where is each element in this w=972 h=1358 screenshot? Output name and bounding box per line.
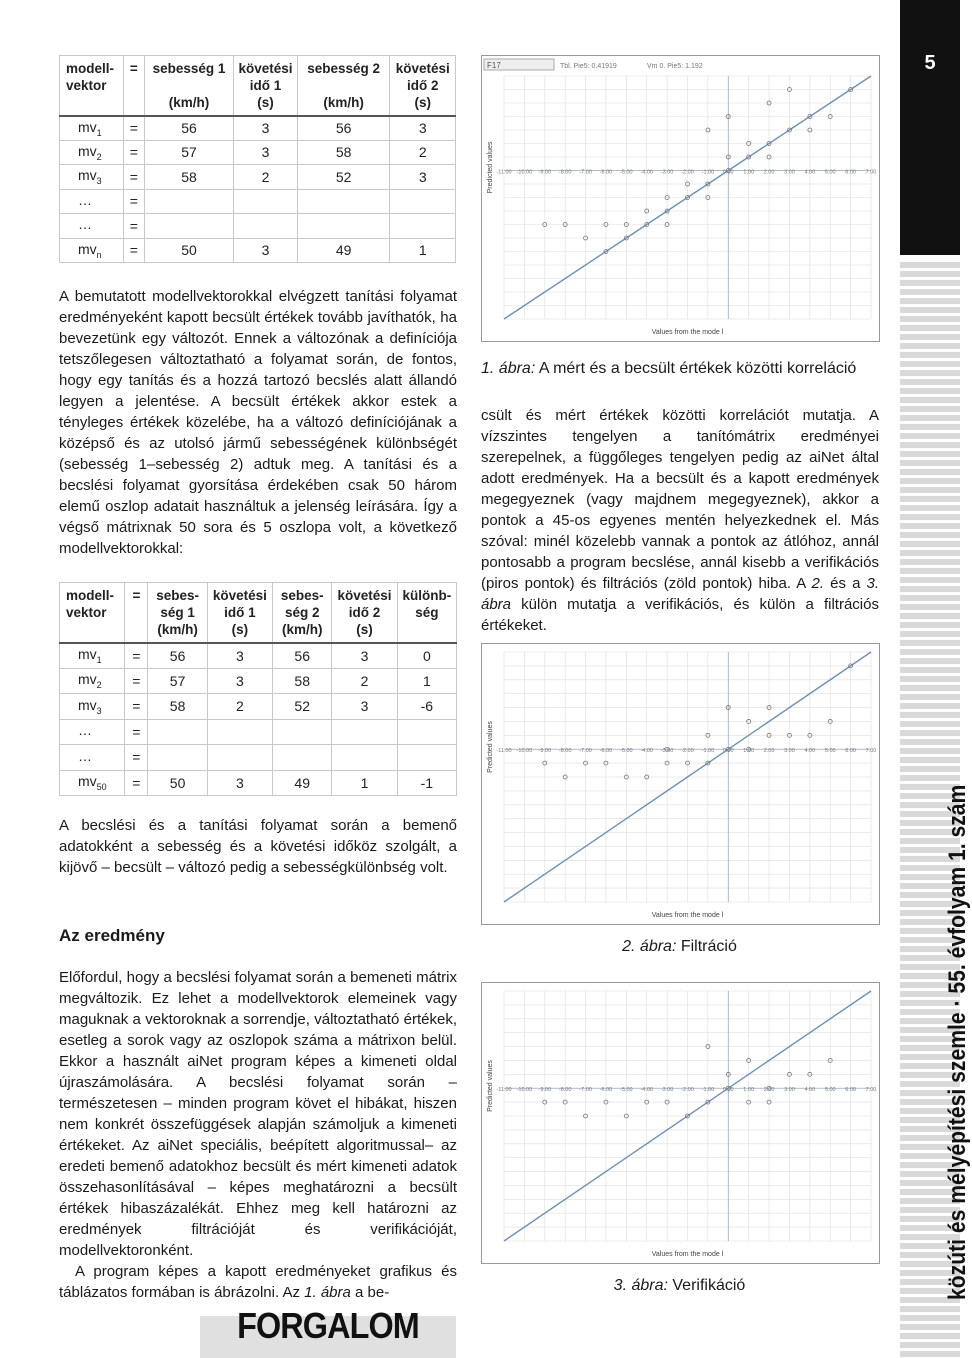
x-tick-label: 3.00 bbox=[784, 748, 795, 755]
left-column-text-2 bbox=[59, 815, 457, 878]
row-equals: = bbox=[125, 668, 148, 694]
x-tick-label: -9.00 bbox=[538, 169, 552, 176]
row-label: $mv_2$ bbox=[60, 140, 124, 165]
table-row bbox=[60, 140, 456, 165]
x-tick-label: 1.00 bbox=[743, 1087, 755, 1094]
table-row bbox=[60, 238, 456, 263]
toolbar-label: Vm 0. Pie5: 1.192 bbox=[647, 63, 703, 70]
paragraph: A program képes a kapott eredményeket grafikus és táblázatos formában is ábrázolni. Az 1. ábra a be- bbox=[59, 1263, 457, 1301]
table-cell: 58 bbox=[273, 668, 332, 694]
x-tick-label: 2.00 bbox=[763, 1087, 775, 1094]
x-tick-label: -10.00 bbox=[516, 169, 533, 176]
x-tick-label: 5.00 bbox=[824, 748, 836, 755]
header-cell: sebes- ség 1 (km/h) bbox=[148, 583, 207, 643]
y-axis-label: Predicted values bbox=[487, 721, 494, 773]
table-cell bbox=[148, 719, 207, 745]
x-tick-label: 3.00 bbox=[784, 1087, 795, 1094]
row-equals: = bbox=[123, 140, 144, 165]
table-cell: 58 bbox=[148, 694, 207, 720]
paragraph: Előfordul, hogy a becslési folyamat során a bemeneti mátrix megváltozik. Ez lehet a modellvektorok elemeinek vagy maguknak a vektoroknak a sorrendje, változtatható értékek, esetleg a sorok vagy az oszlopok száma a mátrixon belül. Ekkor a használt aiNet program képes a kimeneti oldal újraszámolására. A becslési folyamat során – természetesen – minden program követ el hibákat, hiszen nem konkrét összefüggések alapján számoljuk a kimeneti értékeket. Az aiNet speciális, beépített algoritmussal– az eredeti bemenő adatokhoz becsült és mért kimeneti adatok összehasonlításával – képes meghatározni a becsült értékek hibaszázalékát. Ehhez meg kell határozni az eredmények filtrációját és verifikációját, modellvektoronként. bbox=[59, 969, 457, 1259]
table-cell: 3 bbox=[332, 643, 397, 669]
table-cell: 3 bbox=[390, 116, 456, 141]
x-tick-label: -6.00 bbox=[599, 169, 613, 176]
table-cell bbox=[297, 214, 390, 239]
x-tick-label: -5.00 bbox=[620, 1087, 633, 1094]
table-cell: 3 bbox=[332, 694, 397, 720]
x-tick-label: -8.00 bbox=[558, 169, 572, 176]
row-equals: = bbox=[125, 719, 148, 745]
header-cell: sebesség 2 (km/h) bbox=[297, 56, 390, 116]
table-row bbox=[60, 770, 457, 796]
page-number-box bbox=[900, 0, 960, 255]
left-column-text-3 bbox=[59, 967, 457, 1303]
row-equals: = bbox=[125, 643, 148, 669]
x-tick-label: -6.00 bbox=[599, 1087, 613, 1094]
row-label: … bbox=[60, 214, 124, 239]
x-tick-label: 4.00 bbox=[804, 1087, 816, 1094]
row-equals: = bbox=[123, 189, 144, 214]
header-cell: követési idő 2 (s) bbox=[332, 583, 397, 643]
table-header bbox=[60, 56, 456, 116]
x-tick-label: 6.00 bbox=[845, 169, 856, 176]
table-row bbox=[60, 165, 456, 190]
table-cell: 56 bbox=[273, 643, 332, 669]
row-label: $mv_1$ bbox=[60, 643, 125, 669]
x-tick-label: -8.00 bbox=[558, 1087, 572, 1094]
row-equals: = bbox=[123, 165, 144, 190]
x-tick-label: 0.00 bbox=[722, 1087, 734, 1094]
table-cell bbox=[234, 214, 298, 239]
table-row bbox=[60, 694, 457, 720]
x-tick-label: -1.00 bbox=[701, 748, 715, 755]
table-row bbox=[60, 189, 456, 214]
figure-2-caption: 2. ábra: Filtráció bbox=[622, 938, 737, 955]
table-cell: 52 bbox=[273, 694, 332, 720]
table-cell: 50 bbox=[148, 770, 207, 796]
x-tick-label: 4.00 bbox=[804, 169, 816, 176]
figure-1-caption: 1. ábra: A mért és a becsült értékek közötti korreláció bbox=[481, 360, 857, 377]
toolbar-label: F17 bbox=[487, 61, 501, 70]
right-column-text bbox=[481, 405, 879, 636]
row-label: … bbox=[60, 189, 124, 214]
table-cell: 58 bbox=[144, 165, 233, 190]
table-cell bbox=[390, 189, 456, 214]
table-cell bbox=[273, 719, 332, 745]
row-equals: = bbox=[123, 116, 144, 141]
table-cell: 49 bbox=[297, 238, 390, 263]
x-axis-label: Values from the mode l bbox=[651, 329, 724, 336]
table-row bbox=[60, 668, 457, 694]
table-cell: 52 bbox=[297, 165, 390, 190]
table-cell: 2 bbox=[234, 165, 298, 190]
x-tick-label: -8.00 bbox=[558, 748, 572, 755]
x-tick-label: -7.00 bbox=[579, 169, 592, 176]
figure-3-caption: 3. ábra: Verifikáció bbox=[613, 1277, 746, 1294]
row-label: $mv_{50}$ bbox=[60, 770, 125, 796]
row-equals: = bbox=[125, 770, 148, 796]
x-tick-label: -9.00 bbox=[538, 1087, 552, 1094]
table-cell bbox=[390, 214, 456, 239]
table-cell: 3 bbox=[390, 165, 456, 190]
row-equals: = bbox=[125, 745, 148, 771]
table-cell: -6 bbox=[397, 694, 456, 720]
x-tick-label: 7.00 bbox=[865, 748, 877, 755]
table-row bbox=[60, 214, 456, 239]
table-cell: 56 bbox=[297, 116, 390, 141]
header-cell: követési idő 1 (s) bbox=[234, 56, 298, 116]
x-tick-label: 1.00 bbox=[743, 748, 755, 755]
paragraph: csült és mért értékek közötti korrelációt mutatja. A vízszintes tengelyen a tanítómátrix eredményei szerepelnek, a függőleges tengelyen pedig az aiNet által adott eredmények. Ha a becsült és a kapott eredmények megegyeznek (vagy majdnem megegyeznek), akkor a pontok a 45-os egyenes mentén helyezkednek el. Más szóval: minél közelebb vannak a pontok az átlóhoz, annál pontosabb a program becslése, annál kisebb a verifikációs (piros pontok) és filtrációs (zöld pontok) hiba. A 2. és a 3. ábra külön mutatja a verifikációs, és külön a filtrációs értékeket. bbox=[481, 407, 880, 634]
row-label: $mv_n$ bbox=[60, 238, 124, 263]
x-tick-label: 6.00 bbox=[845, 1087, 856, 1094]
x-tick-label: -3.00 bbox=[660, 169, 674, 176]
row-label: $mv_3$ bbox=[60, 694, 125, 720]
row-label: $mv_3$ bbox=[60, 165, 124, 190]
header-cell: sebesség 1 (km/h) bbox=[144, 56, 233, 116]
table-cell: 1 bbox=[390, 238, 456, 263]
table-cell: 56 bbox=[144, 116, 233, 141]
x-tick-label: -10.00 bbox=[516, 748, 533, 755]
table-cell bbox=[332, 745, 397, 771]
x-tick-label: -3.00 bbox=[660, 748, 674, 755]
row-equals: = bbox=[123, 214, 144, 239]
x-tick-label: -2.00 bbox=[681, 748, 694, 755]
table-cell: 3 bbox=[234, 238, 298, 263]
table-cell: 1 bbox=[332, 770, 397, 796]
table-header bbox=[60, 583, 457, 643]
table-cell: 56 bbox=[148, 643, 207, 669]
header-cell: különb- ség bbox=[397, 583, 456, 643]
modelvector-table-1 bbox=[59, 55, 456, 263]
row-label: … bbox=[60, 745, 125, 771]
table-cell bbox=[144, 189, 233, 214]
table-cell: 1 bbox=[397, 668, 456, 694]
table-cell: 2 bbox=[390, 140, 456, 165]
header-cell: = bbox=[125, 583, 148, 643]
x-tick-label: -5.00 bbox=[620, 748, 633, 755]
table-cell bbox=[297, 189, 390, 214]
row-equals: = bbox=[123, 238, 144, 263]
x-tick-label: 5.00 bbox=[824, 1087, 836, 1094]
x-tick-label: -11.00 bbox=[496, 169, 512, 176]
table-cell bbox=[273, 745, 332, 771]
left-column-text-1 bbox=[59, 286, 457, 559]
x-tick-label: -7.00 bbox=[579, 748, 592, 755]
x-tick-label: 7.00 bbox=[865, 169, 877, 176]
figure-1-svg bbox=[482, 56, 879, 341]
table-cell bbox=[332, 719, 397, 745]
x-tick-label: 7.00 bbox=[865, 1087, 877, 1094]
figure-3-svg bbox=[482, 983, 879, 1263]
table-cell bbox=[234, 189, 298, 214]
row-equals: = bbox=[125, 694, 148, 720]
y-axis-label: Predicted values bbox=[487, 1060, 494, 1112]
x-tick-label: 2.00 bbox=[763, 748, 775, 755]
header-cell: követési idő 2 (s) bbox=[390, 56, 456, 116]
x-tick-label: -2.00 bbox=[681, 1087, 694, 1094]
header-cell: sebes- ség 2 (km/h) bbox=[273, 583, 332, 643]
figure-2-svg bbox=[482, 644, 879, 924]
x-tick-label: -10.00 bbox=[516, 1087, 533, 1094]
x-tick-label: 6.00 bbox=[845, 748, 856, 755]
x-tick-label: 0.00 bbox=[722, 748, 734, 755]
table-cell: -1 bbox=[397, 770, 456, 796]
table-cell bbox=[397, 745, 456, 771]
x-tick-label: -4.00 bbox=[640, 748, 653, 755]
table-row bbox=[60, 745, 457, 771]
row-label: $mv_2$ bbox=[60, 668, 125, 694]
table-cell: 57 bbox=[148, 668, 207, 694]
x-tick-label: -1.00 bbox=[701, 1087, 715, 1094]
x-axis-label: Values from the mode l bbox=[651, 912, 724, 919]
table-cell bbox=[207, 719, 272, 745]
x-tick-label: 0.00 bbox=[722, 169, 734, 176]
x-tick-label: -11.00 bbox=[496, 1087, 512, 1094]
header-cell: modell- vektor bbox=[60, 583, 125, 643]
figure-2-chart bbox=[481, 643, 880, 925]
header-cell: = bbox=[123, 56, 144, 116]
figure-1-chart bbox=[481, 55, 880, 342]
x-tick-label: -3.00 bbox=[660, 1087, 674, 1094]
y-axis-label: Predicted values bbox=[487, 141, 494, 194]
table-cell: 0 bbox=[397, 643, 456, 669]
x-tick-label: 2.00 bbox=[763, 169, 775, 176]
table-cell: 58 bbox=[297, 140, 390, 165]
x-tick-label: 5.00 bbox=[824, 169, 836, 176]
header-cell: követési idő 1 (s) bbox=[207, 583, 272, 643]
x-tick-label: -6.00 bbox=[599, 748, 613, 755]
footer-logo: FORGALOM bbox=[237, 1305, 419, 1346]
table-cell: 2 bbox=[207, 694, 272, 720]
paragraph: A becslési és a tanítási folyamat során a bemenő adatokként a sebesség és a követési időköz szolgált, a kijövő – becsült – változó pedig a sebességkülönbség volt. bbox=[59, 817, 457, 876]
x-tick-label: 1.00 bbox=[743, 169, 755, 176]
table-cell bbox=[144, 214, 233, 239]
header-cell: modell- vektor bbox=[60, 56, 124, 116]
page-number: 5 bbox=[924, 52, 936, 74]
x-axis-label: Values from the mode l bbox=[651, 1251, 724, 1258]
table-cell: 57 bbox=[144, 140, 233, 165]
x-tick-label: -4.00 bbox=[640, 169, 653, 176]
figure-3-chart bbox=[481, 982, 880, 1264]
row-label: $mv_1$ bbox=[60, 116, 124, 141]
table-row bbox=[60, 643, 457, 669]
table-cell: 3 bbox=[207, 643, 272, 669]
x-tick-label: 4.00 bbox=[804, 748, 816, 755]
section-heading: Az eredmény bbox=[59, 926, 165, 945]
toolbar-label: Tbl. Pie5: 0.41919 bbox=[560, 63, 617, 70]
modelvector-table-2 bbox=[59, 582, 457, 796]
table-cell: 2 bbox=[332, 668, 397, 694]
x-tick-label: -5.00 bbox=[620, 169, 633, 176]
table-cell bbox=[397, 719, 456, 745]
x-tick-label: -2.00 bbox=[681, 169, 694, 176]
x-tick-label: -1.00 bbox=[701, 169, 715, 176]
table-row bbox=[60, 719, 457, 745]
x-tick-label: -11.00 bbox=[496, 748, 512, 755]
table-cell: 3 bbox=[207, 668, 272, 694]
row-label: … bbox=[60, 719, 125, 745]
table-cell: 3 bbox=[207, 770, 272, 796]
x-tick-label: -7.00 bbox=[579, 1087, 592, 1094]
table-row bbox=[60, 116, 456, 141]
table-cell: 49 bbox=[273, 770, 332, 796]
table-cell: 3 bbox=[234, 140, 298, 165]
table-cell bbox=[148, 745, 207, 771]
x-tick-label: -9.00 bbox=[538, 748, 552, 755]
table-cell: 3 bbox=[234, 116, 298, 141]
x-tick-label: -4.00 bbox=[640, 1087, 653, 1094]
x-tick-label: 3.00 bbox=[784, 169, 795, 176]
table-cell bbox=[207, 745, 272, 771]
table-cell: 50 bbox=[144, 238, 233, 263]
paragraph: A bemutatott modellvektorokkal elvégzett tanítási folyamat eredményeként kapott becsült értékek tovább javíthatók, ha bevezetünk egy változót. Ennek a változónak a definíciója tetszőlegesen változtatható a folyamat során, de fontos, hogy egy tanítás és a hozzá tartozó becslés alatt állandó legyen a jelentése. A becsült értékek akkor estek a tényleges értékek közelébe, ha a változó definíciójának a középső és az utolsó jármű sebességének különbségét (sebesség 1–sebesség 2) adtuk meg. A tanítási és a becslési folyamat gyorsítása érdekében csak 50 három elemű oszlop adatait használtuk a jelenség leírására. Így a végső mátrixnak 50 sora és 5 oszlopa volt, a következő modellvektorokkal: bbox=[59, 288, 457, 557]
